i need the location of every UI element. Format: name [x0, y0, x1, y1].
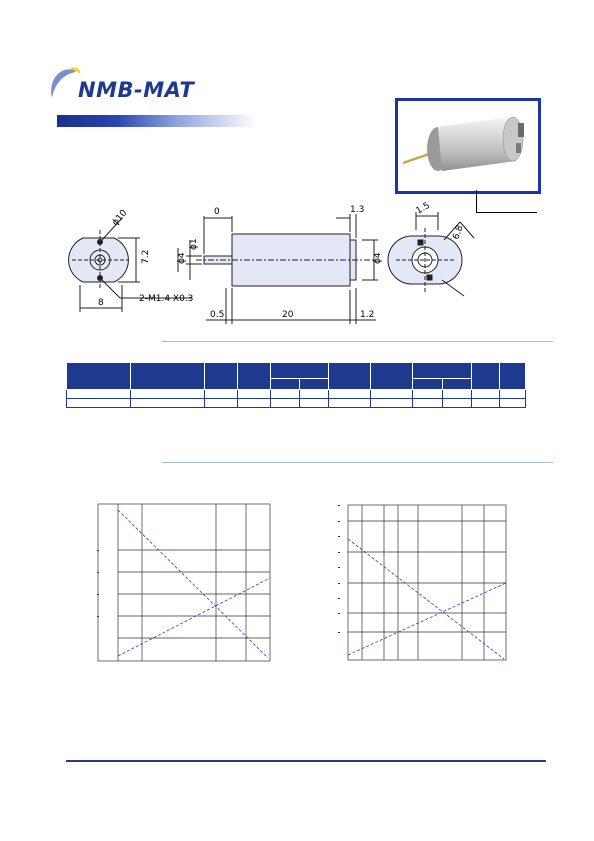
table-cell — [67, 390, 131, 399]
table-cell — [329, 390, 371, 399]
right-performance-chart — [334, 495, 514, 665]
dim-body-length: 20 — [282, 310, 294, 320]
left-performance-chart — [96, 500, 276, 665]
table-cell — [238, 399, 271, 408]
spec-header-cell — [131, 363, 205, 390]
table-cell — [443, 399, 472, 408]
brand-gradient-bar — [57, 115, 257, 127]
speed-curve — [348, 539, 504, 659]
table-cell — [329, 399, 371, 408]
speed-curve — [118, 510, 268, 658]
table-cell — [500, 390, 526, 399]
table-cell — [500, 399, 526, 408]
dim-rear-offset2: 1.5 — [414, 200, 432, 217]
spec-header-cell — [500, 363, 526, 390]
table-cell — [371, 399, 413, 408]
dimension-drawing — [66, 200, 476, 330]
photo-leader-line — [476, 190, 537, 213]
table-cell — [413, 399, 443, 408]
spec-header-row — [67, 363, 526, 379]
spec-header-cell — [413, 379, 443, 390]
table-cell — [67, 399, 131, 408]
table-cell — [271, 390, 300, 399]
product-photo-frame — [395, 98, 541, 194]
spec-header-cell — [205, 363, 238, 390]
dim-shaft-length: 0 — [214, 207, 220, 217]
spec-table — [66, 362, 526, 408]
table-cell — [413, 390, 443, 399]
current-curve — [118, 578, 270, 656]
dim-rear-offset: 1.3 — [350, 205, 365, 215]
table-cell — [300, 399, 329, 408]
side-view — [178, 214, 378, 324]
table-cell — [131, 399, 205, 408]
spec-header-cell — [329, 363, 371, 390]
table-cell — [131, 390, 205, 399]
dim-front-height: 7.2 — [141, 249, 151, 264]
table-cell — [205, 399, 238, 408]
table-cell — [238, 390, 271, 399]
table-cell — [205, 390, 238, 399]
dim-shaft-inner: ϕ1 — [189, 238, 199, 250]
dim-rear-length: 1.2 — [360, 310, 375, 320]
table-row — [67, 399, 526, 408]
table-cell — [271, 399, 300, 408]
table-row — [67, 390, 526, 399]
current-curve — [348, 583, 506, 655]
spec-header-cell — [371, 363, 413, 390]
dim-shaft-gap: 0.5 — [210, 310, 225, 320]
chart-frame — [98, 504, 270, 661]
spec-header-cell — [67, 363, 131, 390]
table-cell — [472, 399, 500, 408]
end-view-rear — [388, 212, 474, 296]
table-cell — [443, 390, 472, 399]
section-rule-top — [162, 341, 553, 342]
table-cell — [472, 390, 500, 399]
dim-rear-terminal: 6.8 — [451, 224, 466, 242]
spec-header-cell — [472, 363, 500, 390]
spec-header-cell — [300, 379, 329, 390]
dim-rear-dia: ϕ4 — [373, 252, 383, 264]
table-cell — [371, 390, 413, 399]
spec-header-cell — [238, 363, 271, 390]
dim-shaft-dia: ϕ4 — [177, 252, 187, 264]
brand-logo: NMB-MAT — [78, 78, 195, 102]
dim-front-dia: ϕ10 — [110, 208, 130, 228]
dim-thread: 2-M1.4 X0.3 — [139, 294, 194, 304]
spec-header-cell — [271, 363, 329, 379]
section-rule-middle — [162, 462, 553, 463]
spec-header-cell — [443, 379, 472, 390]
chart-frame — [348, 505, 506, 660]
footer-rule — [66, 760, 546, 762]
dim-front-width: 8 — [98, 298, 104, 308]
spec-header-cell — [413, 363, 472, 379]
table-cell — [300, 390, 329, 399]
spec-header-cell — [271, 379, 300, 390]
motor-photo — [398, 101, 538, 191]
